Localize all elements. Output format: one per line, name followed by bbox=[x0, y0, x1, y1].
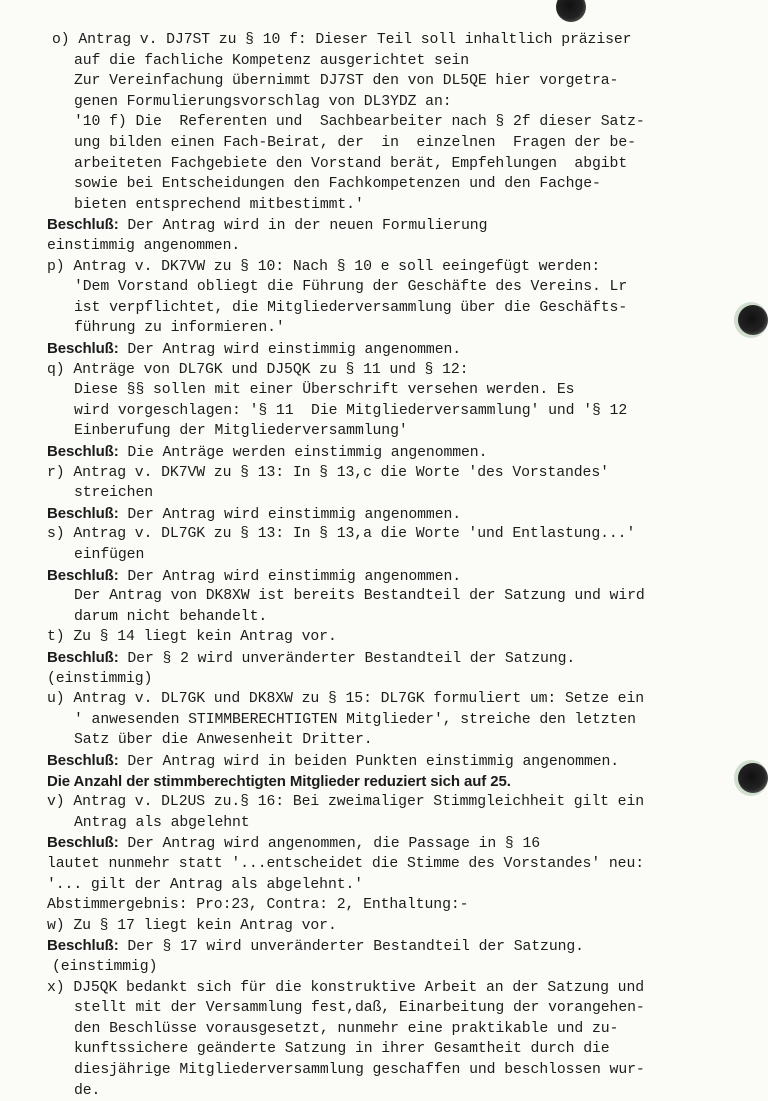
text-line bbox=[74, 730, 373, 750]
line-text: Einberufung der Mitgliederversammlung' bbox=[74, 423, 408, 440]
text-line bbox=[74, 277, 627, 297]
line-text: Zur Vereinfachung übernimmt DJ7ST den von DL5QE hier vorgetra- bbox=[74, 73, 619, 90]
line-text: p) Antrag v. DK7VW zu § 10: Nach § 10 e soll eeingefügt werden: bbox=[47, 258, 601, 275]
text-line bbox=[47, 875, 363, 895]
text-line bbox=[47, 978, 644, 998]
text-line bbox=[74, 813, 250, 833]
punch-hole-middle bbox=[738, 305, 768, 335]
bold-label: Beschluß: bbox=[47, 216, 119, 234]
line-text: führung zu informieren.' bbox=[74, 320, 285, 337]
text-line bbox=[47, 504, 461, 525]
text-line bbox=[74, 1019, 618, 1039]
line-text: q) Anträge von DL7GK und DJ5QK zu § 11 und § 12: bbox=[47, 361, 469, 378]
line-text: streichen bbox=[74, 485, 154, 502]
line-text: darum nicht behandelt. bbox=[74, 608, 268, 625]
text-line bbox=[74, 483, 153, 503]
text-line bbox=[47, 215, 487, 236]
text-line bbox=[74, 998, 645, 1018]
line-text: Der Antrag wird einstimmig angenommen. bbox=[127, 506, 462, 523]
line-text: Die Anträge werden einstimmig angenommen. bbox=[127, 445, 488, 461]
line-text: sowie bei Entscheidungen den Fachkompetenzen und den Fachge- bbox=[74, 176, 601, 193]
text-line bbox=[47, 895, 468, 915]
line-text: einfügen bbox=[74, 547, 145, 563]
line-text: Der § 2 wird unveränderter Bestandteil der Satzung. bbox=[127, 651, 576, 667]
line-text: auf die fachliche Kompetenz ausgerichtet sein bbox=[74, 52, 470, 69]
text-line bbox=[74, 133, 636, 153]
bold-label: Beschluß: bbox=[47, 937, 119, 955]
text-line bbox=[74, 298, 627, 318]
line-text: ist verpflichtet, die Mitgliederversammlung über die Geschäfts- bbox=[74, 299, 628, 316]
bold-label: Die Anzahl der stimmberechtigten Mitglieder reduziert sich auf 25. bbox=[47, 772, 511, 790]
line-text: (einstimmig) bbox=[47, 670, 153, 687]
line-text: Diese §§ sollen mit einer Überschrift versehen werden. Es bbox=[74, 382, 575, 399]
text-line bbox=[47, 669, 152, 689]
line-text: ' anwesenden STIMMBERECHTIGTEN Mitglieder', streiche den letzten bbox=[74, 711, 636, 728]
line-text: Der Antrag wird einstimmig angenommen. bbox=[127, 342, 462, 358]
text-line bbox=[74, 380, 574, 400]
line-text: stellt mit der Versammlung fest,daß, Einarbeitung der vorangehen- bbox=[74, 1000, 645, 1017]
line-text: '... gilt der Antrag als abgelehnt.' bbox=[47, 876, 364, 893]
text-line bbox=[74, 545, 144, 565]
line-text: Der § 17 wird unveränderter Bestandteil der Satzung. bbox=[127, 939, 584, 956]
text-line bbox=[74, 1081, 100, 1101]
text-line bbox=[74, 1060, 645, 1080]
line-text: (einstimmig) bbox=[52, 959, 158, 975]
line-text: Der Antrag wird in beiden Punkten einstimmig angenommen. bbox=[127, 754, 620, 770]
line-text: ung bilden einen Fach-Beirat, der in einzelnen Fragen der be- bbox=[74, 135, 636, 151]
text-line bbox=[52, 957, 157, 977]
line-text: Der Antrag von DK8XW ist bereits Bestandteil der Satzung und wird bbox=[74, 588, 645, 605]
text-line bbox=[74, 71, 618, 91]
text-line bbox=[47, 442, 487, 463]
line-text: x) DJ5QK bedankt sich für die konstruktive Arbeit an der Satzung und bbox=[47, 979, 645, 996]
line-text: wird vorgeschlagen: '§ 11 Die Mitgliederversammlung' und '§ 12 bbox=[74, 402, 628, 419]
bold-label: Beschluß: bbox=[47, 504, 119, 522]
line-text: lautet nunmehr statt '...entscheidet die Stimme des Vorstandes' neu: bbox=[47, 856, 645, 872]
line-text: r) Antrag v. DK7VW zu § 13: In § 13,c die Worte 'des Vorstandes' bbox=[47, 464, 609, 481]
line-text: arbeiteten Fachgebiete den Vorstand berät, Empfehlungen abgibt bbox=[74, 155, 628, 172]
line-text: den Beschlüsse vorausgesetzt, nunmehr eine praktikable und zu- bbox=[74, 1020, 619, 1037]
punch-hole-top bbox=[556, 0, 586, 22]
line-text: Abstimmergebnis: Pro:23, Contra: 2, Enthaltung:- bbox=[47, 897, 469, 914]
text-line bbox=[74, 710, 636, 730]
text-line bbox=[47, 566, 461, 587]
bold-label: Beschluß: bbox=[47, 834, 119, 852]
bold-label: Beschluß: bbox=[47, 752, 119, 769]
text-line bbox=[47, 339, 461, 360]
line-text: einstimmig angenommen. bbox=[47, 238, 241, 254]
line-text: 'Dem Vorstand obliegt die Führung der Geschäfte des Vereins. Lr bbox=[74, 279, 628, 296]
line-text: Der Antrag wird einstimmig angenommen. bbox=[127, 568, 462, 585]
text-line bbox=[74, 174, 601, 194]
text-line bbox=[47, 936, 584, 957]
line-text: '10 f) Die Referenten und Sachbearbeiter nach § 2f dieser Satz- bbox=[74, 114, 645, 131]
text-line bbox=[47, 792, 644, 812]
text-line bbox=[47, 627, 337, 647]
text-line bbox=[47, 833, 540, 854]
text-line bbox=[74, 92, 452, 112]
text-line bbox=[47, 916, 337, 936]
punch-hole-lower bbox=[738, 763, 768, 793]
line-text: o) Antrag v. DJ7ST zu § 10 f: Dieser Teil soll inhaltlich präziser bbox=[52, 32, 632, 48]
line-text: bieten entsprechend mitbestimmt.' bbox=[74, 196, 364, 213]
text-line bbox=[74, 607, 267, 627]
text-line bbox=[74, 401, 627, 421]
text-line bbox=[47, 257, 600, 277]
line-text: w) Zu § 17 liegt kein Antrag vor. bbox=[47, 917, 337, 934]
text-line bbox=[47, 689, 644, 709]
text-line bbox=[47, 751, 619, 772]
line-text: genen Formulierungsvorschlag von DL3YDZ an: bbox=[74, 93, 452, 110]
line-text: u) Antrag v. DL7GK und DK8XW zu § 15: DL7GK formuliert um: Setze ein bbox=[47, 691, 645, 708]
text-line bbox=[47, 524, 635, 544]
text-line bbox=[74, 421, 408, 441]
bold-label: Beschluß: bbox=[47, 566, 119, 584]
text-line bbox=[47, 854, 644, 874]
line-text: kunftssichere geänderte Satzung in ihrer Gesamtheit durch die bbox=[74, 1041, 610, 1058]
bold-label: Beschluß: bbox=[47, 443, 119, 460]
line-text: Antrag als abgelehnt bbox=[74, 814, 250, 831]
line-text: Der Antrag wird in der neuen Formulierung bbox=[127, 218, 488, 235]
line-text: Der Antrag wird angenommen, die Passage in § 16 bbox=[127, 836, 541, 853]
line-text: diesjährige Mitgliederversammlung geschaffen und beschlossen wur- bbox=[74, 1062, 645, 1078]
line-text: de. bbox=[74, 1082, 101, 1099]
text-line bbox=[74, 1039, 610, 1059]
text-line bbox=[47, 772, 511, 793]
text-line bbox=[47, 648, 575, 669]
text-line bbox=[47, 236, 240, 256]
text-line bbox=[74, 195, 364, 215]
text-line bbox=[74, 586, 645, 606]
line-text: s) Antrag v. DL7GK zu § 13: In § 13,a die Worte 'und Entlastung...' bbox=[47, 526, 636, 543]
text-line bbox=[74, 51, 469, 71]
bold-label: Beschluß: bbox=[47, 649, 119, 666]
line-text: v) Antrag v. DL2US zu.§ 16: Bei zweimaliger Stimmgleichheit gilt ein bbox=[47, 794, 645, 811]
text-line bbox=[74, 318, 285, 338]
text-line bbox=[47, 360, 468, 380]
text-line bbox=[74, 112, 645, 132]
text-line bbox=[47, 463, 609, 483]
bold-label: Beschluß: bbox=[47, 340, 119, 357]
line-text: t) Zu § 14 liegt kein Antrag vor. bbox=[47, 629, 337, 646]
text-line bbox=[52, 30, 631, 50]
line-text: Satz über die Anwesenheit Dritter. bbox=[74, 732, 373, 749]
text-line bbox=[74, 154, 627, 174]
